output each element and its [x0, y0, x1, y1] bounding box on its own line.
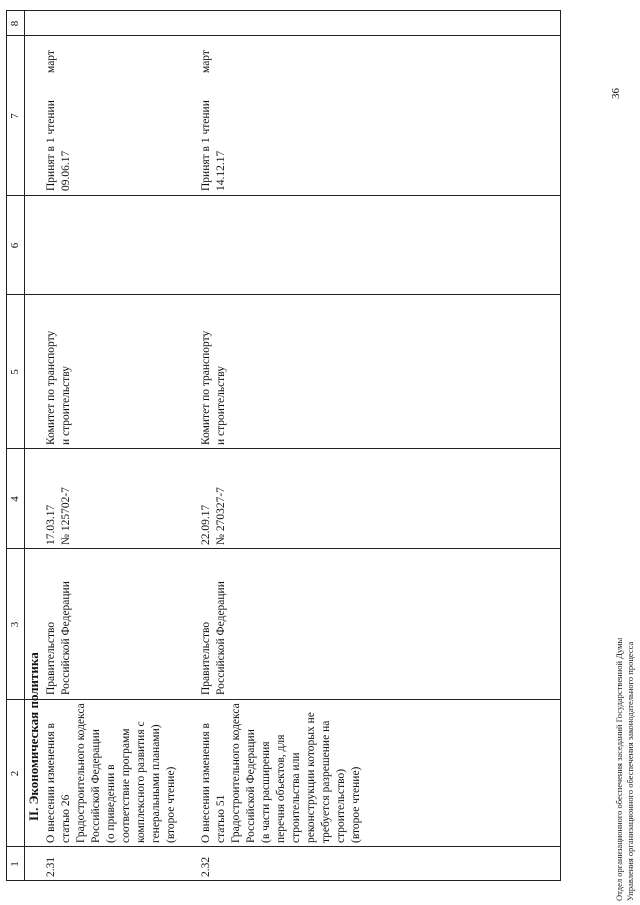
footer-line-2: Управления организационного обеспечения законодательного процесса — [625, 641, 635, 901]
section-title: II. Экономическая политика — [26, 652, 41, 821]
row-number: 2.31 — [45, 856, 57, 877]
committee: Комитет по транспорту и строительству — [200, 330, 227, 445]
registration-date: 22.09.17 № 270327-7 — [200, 487, 227, 545]
bill-title: О внесении изменения в статью 26 Градостроительного кодекса Российской Федерации (о приведении в соответствие программ комплексного развития с генеральными планами) (второе чтение) — [45, 703, 177, 843]
legislation-table — [6, 10, 561, 881]
footer-line-1: Отдел организационного обеспечения заседаний Государственной Думы — [614, 637, 624, 901]
initiator: Правительство Российской Федерации — [200, 581, 227, 695]
column-header-1: 1 — [9, 861, 21, 867]
status: Принят в 1 чтении 09.06.17 — [45, 100, 72, 191]
month: март — [45, 50, 57, 73]
row-number: 2.32 — [200, 856, 212, 877]
column-header-2: 2 — [9, 770, 21, 777]
column-header-5: 5 — [9, 369, 21, 375]
column-header-8: 8 — [9, 20, 21, 27]
column-header-6: 6 — [9, 242, 21, 249]
column-header-3: 3 — [9, 621, 21, 628]
column-header-4: 4 — [9, 496, 21, 502]
status: Принят в 1 чтении 14.12.17 — [200, 100, 227, 191]
column-header-7: 7 — [9, 113, 21, 119]
page-number: 36 — [610, 88, 622, 99]
initiator: Правительство Российской Федерации — [45, 581, 72, 695]
month: март — [200, 50, 212, 73]
registration-date: 17.03.17 № 125702-7 — [45, 487, 72, 545]
bill-title: О внесении изменения в статью 51 Градостроительного кодекса Российской Федерации (в части расширения перечня объектов, для строительства или реконструкции которых не требуется разрешение на строительство) (второе чтение) — [200, 703, 362, 843]
committee: Комитет по транспорту и строительству — [45, 330, 72, 445]
